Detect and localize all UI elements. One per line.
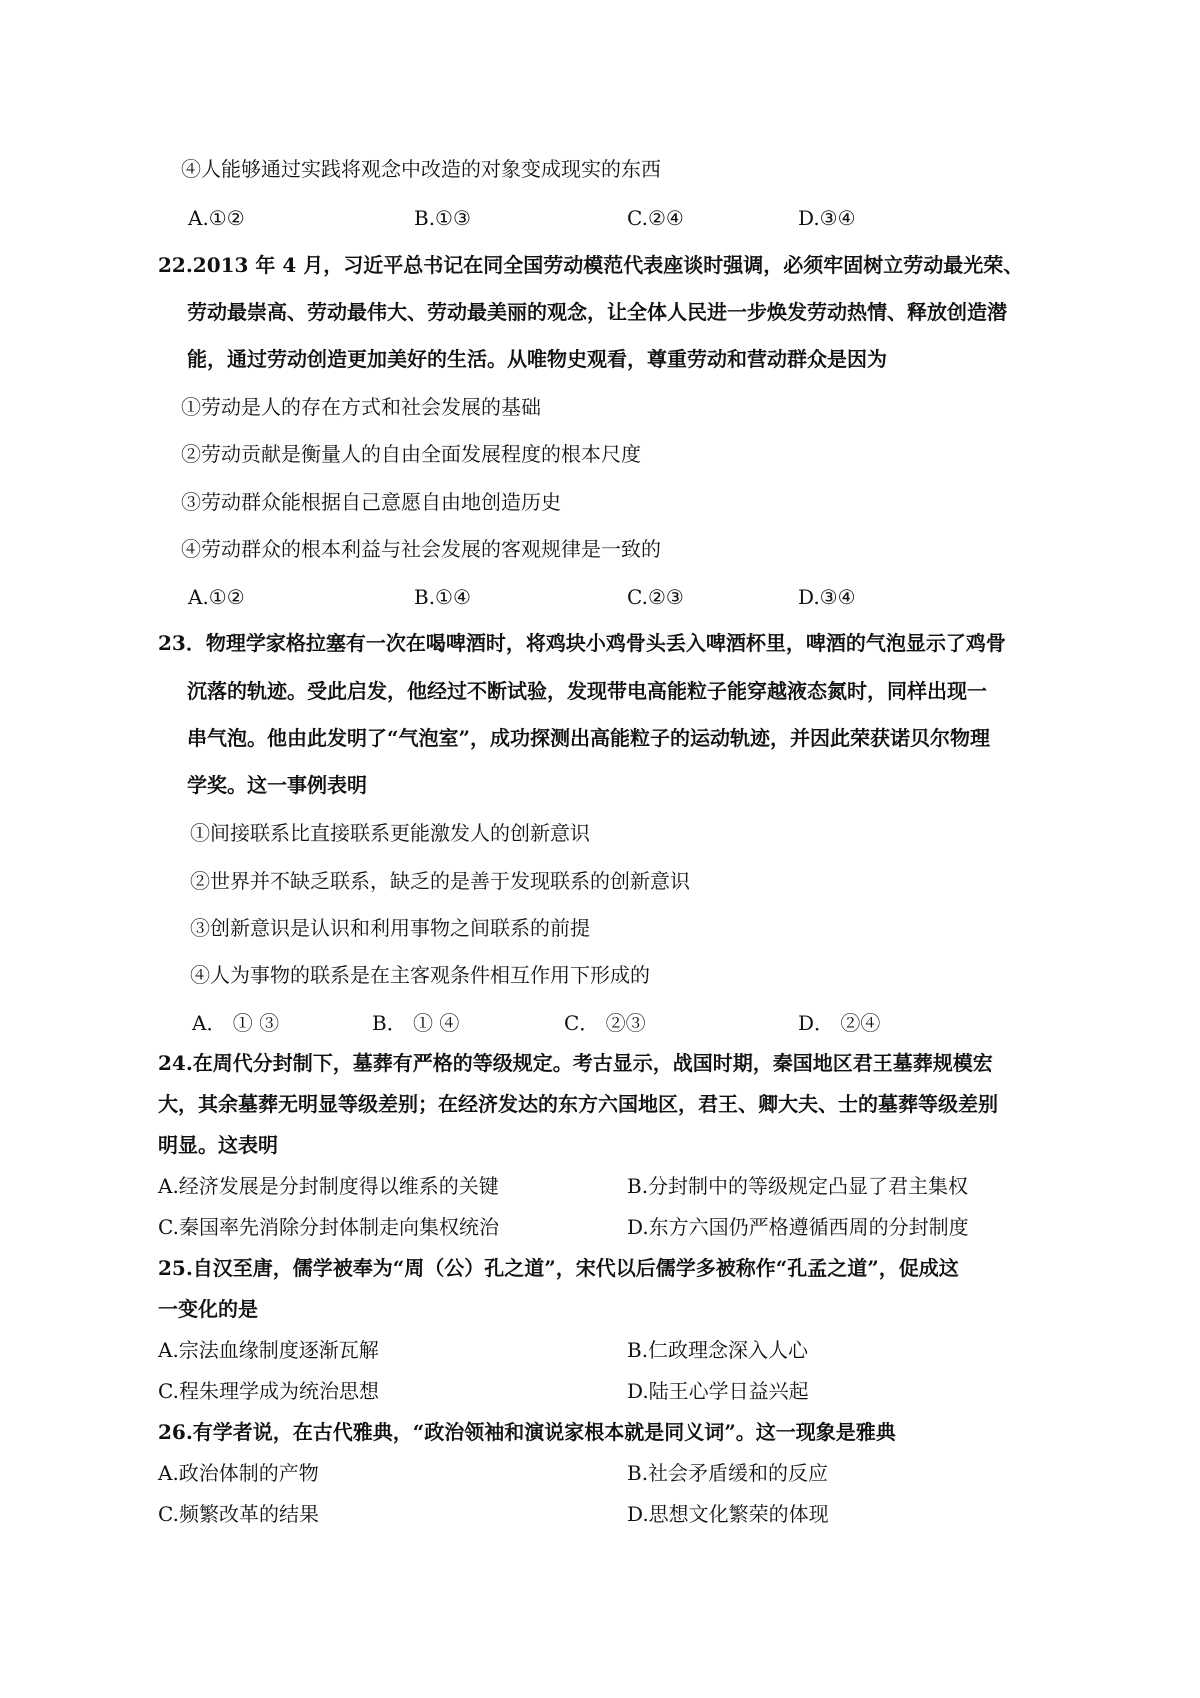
q26-option-b: B.社会矛盾缓和的反应 (627, 1461, 829, 1485)
q24-stem-line-1: 24.在周代分封制下，墓葬有严格的等级规定。考古显示，战国时期，秦国地区君王墓葬规模宏 (158, 1051, 993, 1075)
q26-option-c: C.频繁改革的结果 (158, 1502, 319, 1526)
q22-stem-line-3: 能，通过劳动创造更加美好的生活。从唯物史观看，尊重劳动和营动群众是因为 (187, 347, 887, 371)
q21-option-c: C.②④ (627, 206, 684, 230)
q22-option-b: B.①④ (414, 585, 471, 609)
q21-item-4: ④人能够通过实践将观念中改造的对象变成现实的东西 (181, 157, 661, 181)
q23-stem-line-2: 沉落的轨迹。受此启发，他经过不断试验，发现带电高能粒子能穿越液态氮时，同样出现一 (187, 679, 987, 703)
q23-option-a: A． ① ③ (192, 1011, 280, 1035)
q22-option-d: D.③④ (798, 585, 856, 609)
q23-option-c: C． ②③ (564, 1011, 646, 1035)
q23-stem-line-1: 23．物理学家格拉塞有一次在喝啤酒时，将鸡块小鸡骨头丢入啤酒杯里，啤酒的气泡显示了鸡骨 (158, 631, 1006, 655)
q22-stem-line-2: 劳动最崇高、劳动最伟大、劳动最美丽的观念，让全体人民进一步焕发劳动热情、释放创造潜 (187, 300, 1007, 324)
q25-option-c: C.程朱理学成为统治思想 (158, 1379, 379, 1403)
q24-option-a: A.经济发展是分封制度得以维系的关键 (158, 1174, 499, 1198)
q26-option-d: D.思想文化繁荣的体现 (627, 1502, 829, 1526)
q23-item-2: ②世界并不缺乏联系，缺乏的是善于发现联系的创新意识 (190, 869, 690, 893)
q25-stem-line-1: 25.自汉至唐，儒学被奉为“周（公）孔之道”，宋代以后儒学多被称作“孔孟之道”，促成这 (158, 1256, 959, 1280)
q24-option-c: C.秦国率先消除分封体制走向集权统治 (158, 1215, 499, 1239)
q23-stem-line-3: 串气泡。他由此发明了“气泡室”，成功探测出高能粒子的运动轨迹，并因此荣获诺贝尔物理 (187, 726, 991, 750)
q21-option-b: B.①③ (414, 206, 471, 230)
q24-stem-line-2: 大，其余墓葬无明显等级差别；在经济发达的东方六国地区，君王、卿大夫、士的墓葬等级差别 (158, 1092, 998, 1116)
q24-stem-line-3: 明显。这表明 (158, 1133, 278, 1157)
q21-option-d: D.③④ (798, 206, 856, 230)
q23-stem-line-4: 学奖。这一事例表明 (187, 773, 367, 797)
q22-option-a: A.①② (188, 585, 245, 609)
q22-item-3: ③劳动群众能根据自己意愿自由地创造历史 (181, 490, 561, 514)
q25-option-a: A.宗法血缘制度逐渐瓦解 (158, 1338, 379, 1362)
q23-option-d: D． ②④ (798, 1011, 881, 1035)
q22-item-4: ④劳动群众的根本利益与社会发展的客观规律是一致的 (181, 537, 661, 561)
q23-option-b: B． ① ④ (372, 1011, 460, 1035)
q24-option-d: D.东方六国仍严格遵循西周的分封制度 (627, 1215, 969, 1239)
q25-stem-line-2: 一变化的是 (158, 1297, 258, 1321)
q25-option-d: D.陆王心学日益兴起 (627, 1379, 809, 1403)
q22-option-c: C.②③ (627, 585, 684, 609)
q23-item-4: ④人为事物的联系是在主客观条件相互作用下形成的 (190, 963, 650, 987)
q21-option-a: A.①② (188, 206, 245, 230)
q24-option-b: B.分封制中的等级规定凸显了君主集权 (627, 1174, 969, 1198)
q26-stem-line-1: 26.有学者说，在古代雅典，“政治领袖和演说家根本就是同义词”。这一现象是雅典 (158, 1420, 896, 1444)
q23-item-3: ③创新意识是认识和利用事物之间联系的前提 (190, 916, 590, 940)
q23-item-1: ①间接联系比直接联系更能激发人的创新意识 (190, 821, 590, 845)
q25-option-b: B.仁政理念深入人心 (627, 1338, 809, 1362)
q22-item-1: ①劳动是人的存在方式和社会发展的基础 (181, 395, 541, 419)
q22-stem-line-1: 22.2013 年 4 月，习近平总书记在同全国劳动模范代表座谈时强调，必须牢固树立劳动最光荣、 (158, 253, 1024, 277)
q26-option-a: A.政治体制的产物 (158, 1461, 319, 1485)
q22-item-2: ②劳动贡献是衡量人的自由全面发展程度的根本尺度 (181, 442, 641, 466)
